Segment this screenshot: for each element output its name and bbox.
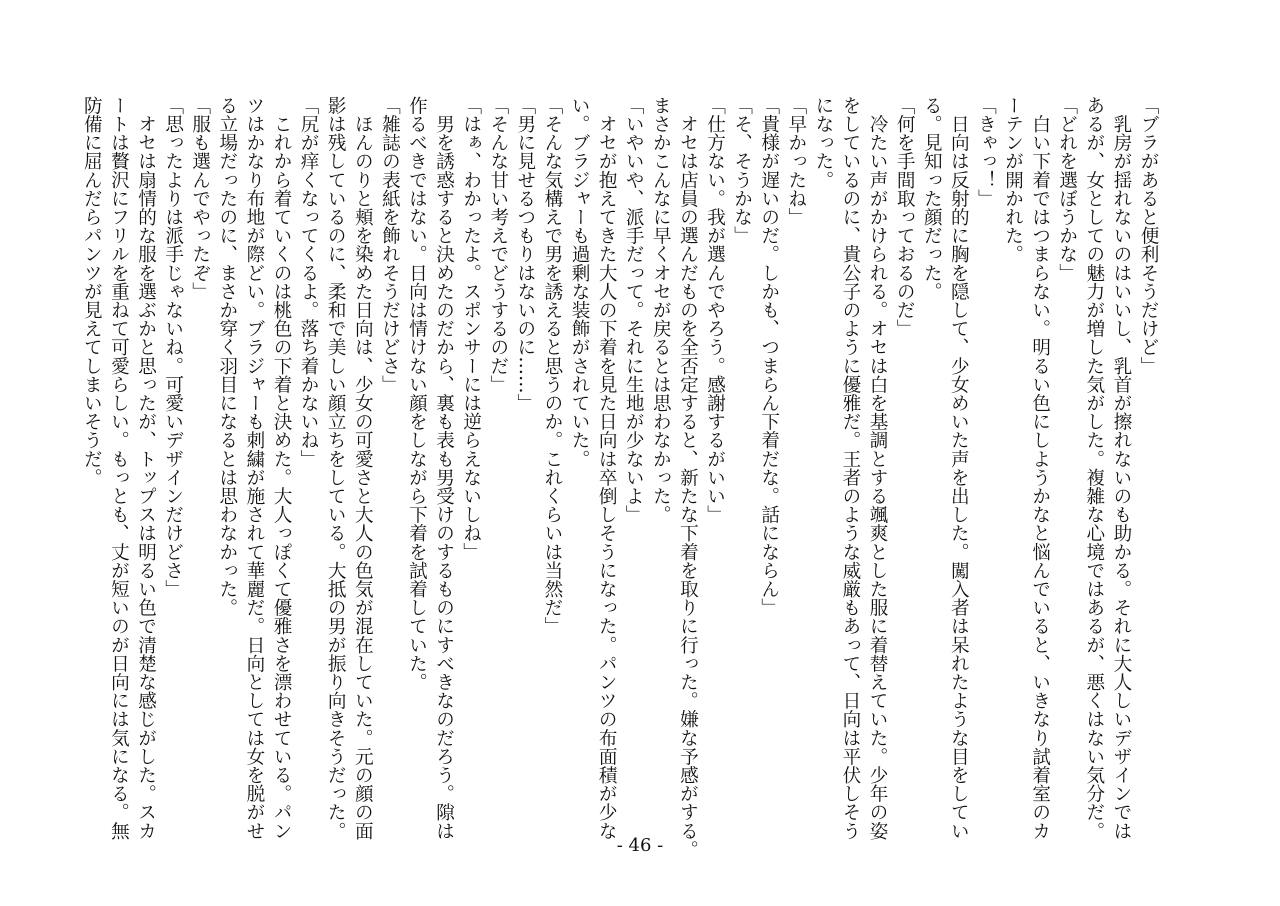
text-line: 「そんな甘い考えでどうするのだ」 [487, 96, 509, 394]
text-line: 防備に屈んだらパンツが見えてしまいそうだ。 [81, 96, 103, 487]
text-line: 影は残しているのに、柔和で美しい顔立ちをしている。大抵の男が振り向きそうだった。 [325, 96, 347, 840]
text-line: 「そんな気構えで男を誘えると思うのか。これくらいは当然だ」 [541, 96, 563, 636]
text-line: 「いやいや、派手だって。それに生地が少ないよ」 [623, 96, 645, 524]
text-line: ツはかなり布地が際どい。ブラジャーも刺繍が施されて華麗だ。日向としては女を脱がせ [243, 96, 265, 840]
text-line: まさかこんなに早くオセが戻るとは思わなかった。 [650, 96, 672, 524]
text-line: これから着ていくのは桃色の下着と決めた。大人っぽくて優雅さを漂わせている。パン [271, 96, 292, 840]
text-line: になった。 [812, 96, 834, 189]
text-line: 「どれを選ぼうかな」 [1056, 96, 1078, 282]
text-line: ートは贅沢にフリルを重ねて可愛らしい。もっとも、丈が短いのが日向には気になる。無 [108, 96, 130, 840]
text-line: オセは店員の選んだものを全否定すると、新たな下着を取りに行った。嫌な予感がする。 [677, 96, 699, 859]
text-line: 「雑誌の表紙を飾れそうだけどさ」 [379, 96, 401, 394]
text-line: 日向は反射的に胸を隠して、少女めいた声を出した。闖入者は呆れたような目をしてい [948, 96, 970, 840]
text-line: 「服も選んでやったぞ」 [189, 96, 211, 301]
text-line: 作るべきではない。日向は情けない顔をしながら下着を試着していた。 [406, 96, 428, 692]
text-line: 「思ったよりは派手じゃないね。可愛いデザインだけどさ」 [162, 96, 184, 599]
text-line: 「ブラがあると便利そうだけど」 [1138, 96, 1159, 375]
text-line: 「早かったね」 [785, 96, 807, 227]
text-line: ーテンが開かれた。 [1002, 96, 1024, 264]
text-line: 「そ、そうかな」 [731, 96, 753, 245]
text-line: ほんのりと頬を染めた日向は、少女の可愛さと大人の色気が混在していた。元の顔の面 [352, 96, 374, 840]
page-number: - 46 - [616, 835, 664, 856]
text-line: る。見知った顔だった。 [921, 96, 943, 301]
text-line: オセが抱えてきた大人の下着を見た日向は卒倒しそうになった。パンツの布面積が少な [596, 96, 618, 840]
text-line: 「尻が痒くなってくるよ。落ち着かないね」 [298, 96, 320, 468]
text-line: 冷たい声がかけられる。オセは白を基調とする颯爽とした服に着替えていた。少年の姿 [867, 96, 889, 840]
text-line: 「仕方ない。我が選んでやろう。感謝するがいい」 [704, 96, 726, 524]
text-line: 男を誘惑すると決めたのだから、裏も表も男受けのするものにすべきなのだろう。隙は [433, 96, 455, 840]
text-line: 「貴様が遅いのだ。しかも、つまらん下着だな。話にならん」 [758, 96, 780, 617]
text-line: 乳房が揺れないのはいいし、乳首が擦れないのも助かる。それに大人しいデザインでは [1110, 96, 1132, 840]
text-line: 「はぁ、わかったよ。スポンサーには逆らえないしね」 [460, 96, 482, 561]
text-line: い。ブラジャーも過剰な装飾がされていた。 [569, 96, 591, 468]
text-line: る立場だったのに、まさか穿く羽目になるとは思わなかった。 [216, 96, 238, 617]
text-line: 「何を手間取っておるのだ」 [894, 96, 916, 338]
text-line: をしているのに、貴公子のように優雅だ。王者のような威厳もあって、日向は平伏しそう [839, 96, 861, 840]
text-line: 「きゃっ！」 [975, 96, 997, 208]
text-line: オセは扇情的な服を選ぶかと思ったが、トップスは明るい色で清楚な感じがした。スカ [135, 96, 157, 840]
text-line: 「男に見せるつもりはないのに……」 [514, 96, 536, 413]
text-line: あるが、女としての魅力が増した気がした。複雑な心境ではあるが、悪くはない気分だ。 [1083, 96, 1105, 840]
text-line: 白い下着ではつまらない。明るい色にしようかなと悩んでいると、いきなり試着室のカ [1029, 96, 1051, 840]
